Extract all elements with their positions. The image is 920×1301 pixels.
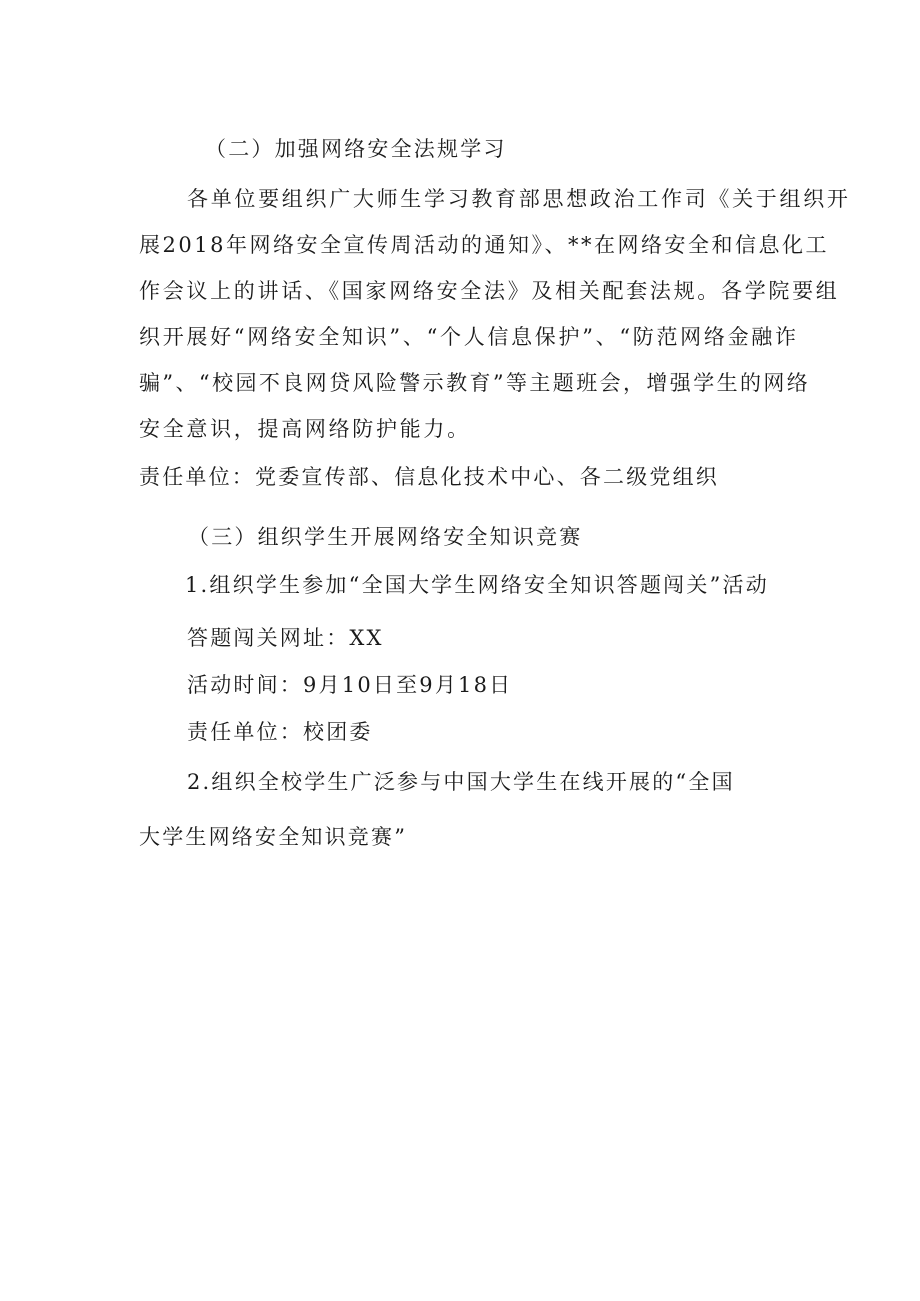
body-paragraph-line: 展2018年网络安全宣传周活动的通知》、**在网络安全和信息化工 <box>139 233 829 257</box>
responsible-units-line: 责任单位：党委宣传部、信息化技术中心、各二级党组织 <box>139 465 719 489</box>
body-paragraph-line: 骗”、“校园不良网贷风险警示教育”等主题班会，增强学生的网络 <box>139 371 811 395</box>
body-paragraph-line: 作会议上的讲话、《国家网络安全法》及相关配套法规。各学院要组 <box>139 279 840 303</box>
section-heading-3: （三）组织学生开展网络安全知识竞赛 <box>188 525 583 549</box>
list-item-1: 1.组织学生参加“全国大学生网络安全知识答题闯关”活动 <box>185 573 769 597</box>
list-item-2: 2.组织全校学生广泛参与中国大学生在线开展的“全国 <box>187 770 735 794</box>
section-heading-2: （二）加强网络安全法规学习 <box>205 137 507 161</box>
list-item-2-continuation: 大学生网络安全知识竞赛” <box>139 825 408 849</box>
activity-time-line: 活动时间：9月10日至9月18日 <box>187 673 513 697</box>
quiz-url-line: 答题闯关网址：XX <box>187 626 384 650</box>
body-paragraph-line: 织开展好“网络安全知识”、“个人信息保护”、“防范网络金融诈 <box>139 325 799 349</box>
responsible-unit-line: 责任单位：校团委 <box>187 720 373 744</box>
body-paragraph-line: 安全意识，提高网络防护能力。 <box>139 417 471 441</box>
body-paragraph-line: 各单位要组织广大师生学习教育部思想政治工作司《关于组织开 <box>187 187 851 211</box>
